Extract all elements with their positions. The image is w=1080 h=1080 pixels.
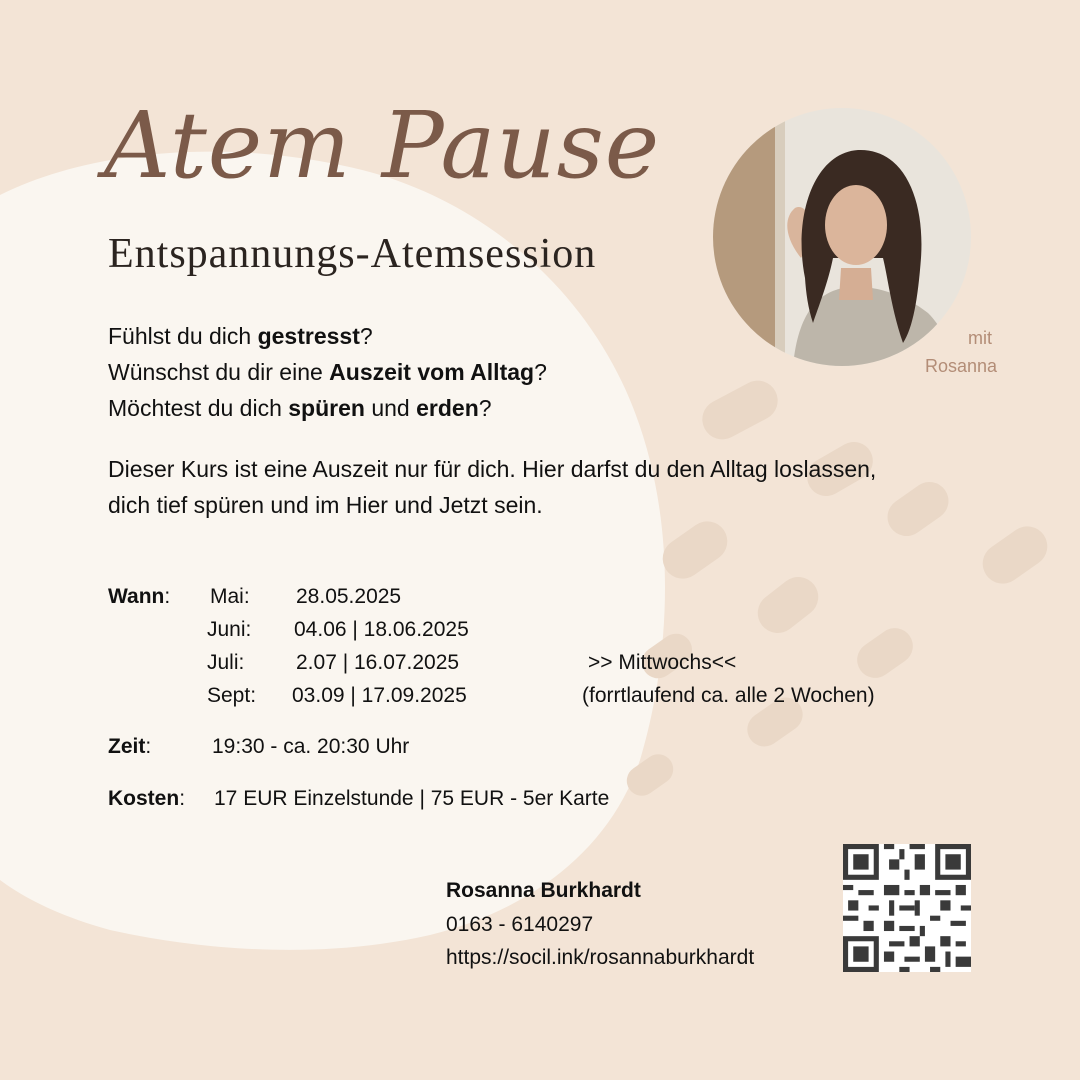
portrait-photo xyxy=(713,108,971,366)
schedule-dates: 03.09 | 17.09.2025 xyxy=(292,684,467,707)
description-line: Dieser Kurs ist eine Auszeit nur für dich. Hier darfst du den Alltag loslassen, xyxy=(108,456,877,482)
contact-url[interactable]: https://socil.ink/rosannaburkhardt xyxy=(446,946,755,969)
schedule-dates: 2.07 | 16.07.2025 xyxy=(296,651,460,674)
with-label: mit xyxy=(968,328,992,348)
schedule-dates: 28.05.2025 xyxy=(296,585,402,608)
schedule-note: >> Mittwochs<< xyxy=(588,651,737,674)
contact-phone: 0163 - 6140297 xyxy=(446,913,594,936)
schedule-dates: 04.06 | 18.06.2025 xyxy=(294,618,469,641)
schedule-month: Mai: xyxy=(210,585,250,608)
zeit-label: Zeit: xyxy=(108,735,152,758)
schedule-month: Juli: xyxy=(207,651,245,674)
kosten-label: Kosten: xyxy=(108,787,186,810)
question-line: Fühlst du dich gestresst? xyxy=(108,323,373,349)
wann-label: Wann: xyxy=(108,585,171,608)
decorative-dashes xyxy=(621,374,1055,802)
schedule-month: Juni: xyxy=(207,618,252,641)
with-name: Rosanna xyxy=(924,356,998,376)
kosten-value: 17 EUR Einzelstunde | 75 EUR - 5er Karte xyxy=(214,787,610,810)
schedule-note: (forrtlaufend ca. alle 2 Wochen) xyxy=(582,684,875,707)
page-title: Atem Pause xyxy=(104,92,661,199)
contact-name: Rosanna Burkhardt xyxy=(446,879,641,902)
qr-code-icon[interactable] xyxy=(843,844,971,972)
question-line: Möchtest du dich spüren und erden? xyxy=(108,395,492,421)
description-line: dich tief spüren und im Hier und Jetzt sein. xyxy=(108,492,543,518)
zeit-value: 19:30 - ca. 20:30 Uhr xyxy=(212,735,410,758)
schedule-month: Sept: xyxy=(207,684,257,707)
question-line: Wünschst du dir eine Auszeit vom Alltag? xyxy=(108,359,547,385)
page-subtitle: Entspannungs-Atemsession xyxy=(108,231,597,277)
